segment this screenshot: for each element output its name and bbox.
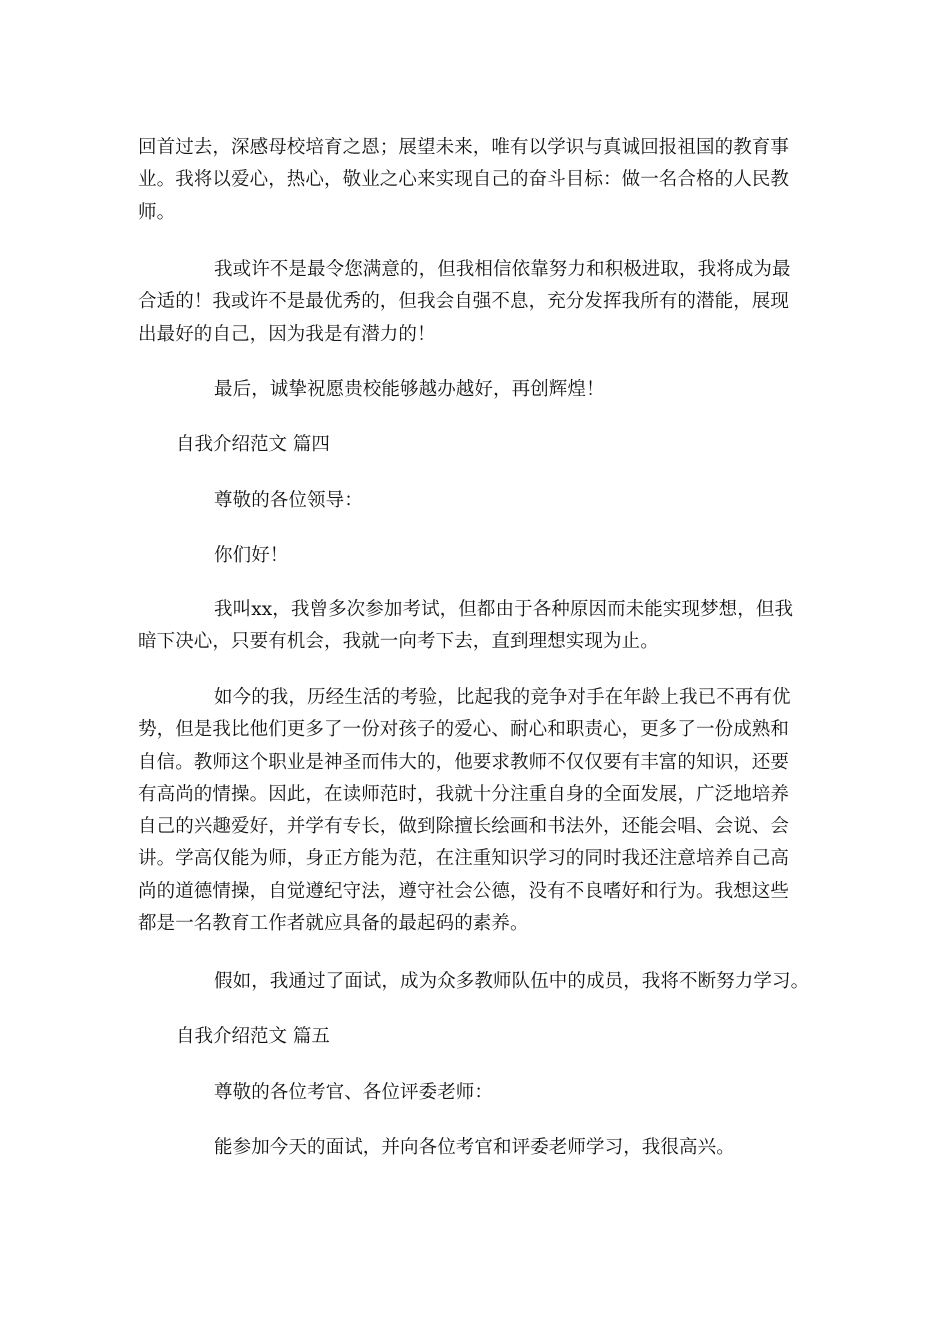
paragraph-closing-wishes: [138, 374, 818, 406]
text-line: 讲。学高仅能为师，身正方能为范，在注重知识学习的同时我还注意培养自己高: [138, 848, 790, 870]
text-line: 我或许不是最令您满意的，但我相信依靠努力和积极进取，我将成为最: [214, 259, 791, 280]
paragraph-salutation: [138, 485, 818, 517]
paragraph-qualities: [138, 682, 818, 940]
paragraph-salutation-2: [138, 1077, 818, 1109]
text-line: 你们好！: [214, 545, 289, 566]
text-line: 势，但是我比他们更多了一份对孩子的爱心、耐心和职责心，更多了一份成熟和: [138, 719, 790, 741]
paragraph-opening: [138, 1132, 818, 1164]
text-line: 有高尚的情操。因此，在读师范时，我就十分注重自身的全面发展，广泛地培养: [138, 783, 790, 805]
section-heading-4: 自我介绍范文 篇四: [176, 434, 330, 455]
paragraph-commitment: [138, 966, 818, 998]
text-line: 都是一名教育工作者就应具备的最起码的素养。: [138, 913, 529, 935]
text-line: 暗下决心，只要有机会，我就一向考下去，直到理想实现为止。: [138, 631, 659, 653]
text-line: 自信。教师这个职业是神圣而伟大的，他要求教师不仅仅要有丰富的知识，还要: [138, 751, 790, 773]
text-line: 最后，诚挚祝愿贵校能够越办越好，再创辉煌！: [214, 379, 605, 400]
text-line: 如今的我，历经生活的考验，比起我的竞争对手在年龄上我已不再有优: [214, 687, 791, 708]
text-line: 我叫xx，我曾多次参加考试，但都由于各种原因而未能实现梦想，但我: [214, 599, 794, 620]
text-line: 尚的道德情操，自觉遵纪守法，遵守社会公德，没有不良嗜好和行为。我想这些: [138, 880, 790, 902]
paragraph-potential: [138, 254, 818, 351]
text-line: 尊敬的各位考官、各位评委老师：: [214, 1082, 494, 1103]
text-line: 回首过去，深感母校培育之恩；展望未来，唯有以学识与真诚回报祖国的教育事: [138, 137, 790, 158]
section-heading-5: 自我介绍范文 篇五: [176, 1026, 330, 1047]
text-line: 业。我将以爱心，热心，敬业之心来实现自己的奋斗目标：做一名合格的人民教: [138, 169, 790, 191]
text-line: 出最好的自己，因为我是有潜力的！: [138, 323, 436, 345]
text-line: 自己的兴趣爱好，并学有专长，做到除擅长绘画和书法外，还能会唱、会说、会: [138, 816, 790, 838]
paragraph-introduction: [138, 594, 818, 659]
text-line: 尊敬的各位领导：: [214, 490, 363, 511]
text-line: 师。: [138, 201, 176, 223]
text-line: 能参加今天的面试，并向各位考官和评委老师学习，我很高兴。: [214, 1137, 735, 1158]
text-line: 假如，我通过了面试，成为众多教师队伍中的成员，我将不断努力学习。: [214, 971, 810, 992]
paragraph-reflection: [138, 132, 818, 229]
text-line: 合适的！我或许不是最优秀的，但我会自强不息，充分发挥我所有的潜能，展现: [138, 291, 790, 313]
paragraph-greeting: [138, 540, 818, 572]
